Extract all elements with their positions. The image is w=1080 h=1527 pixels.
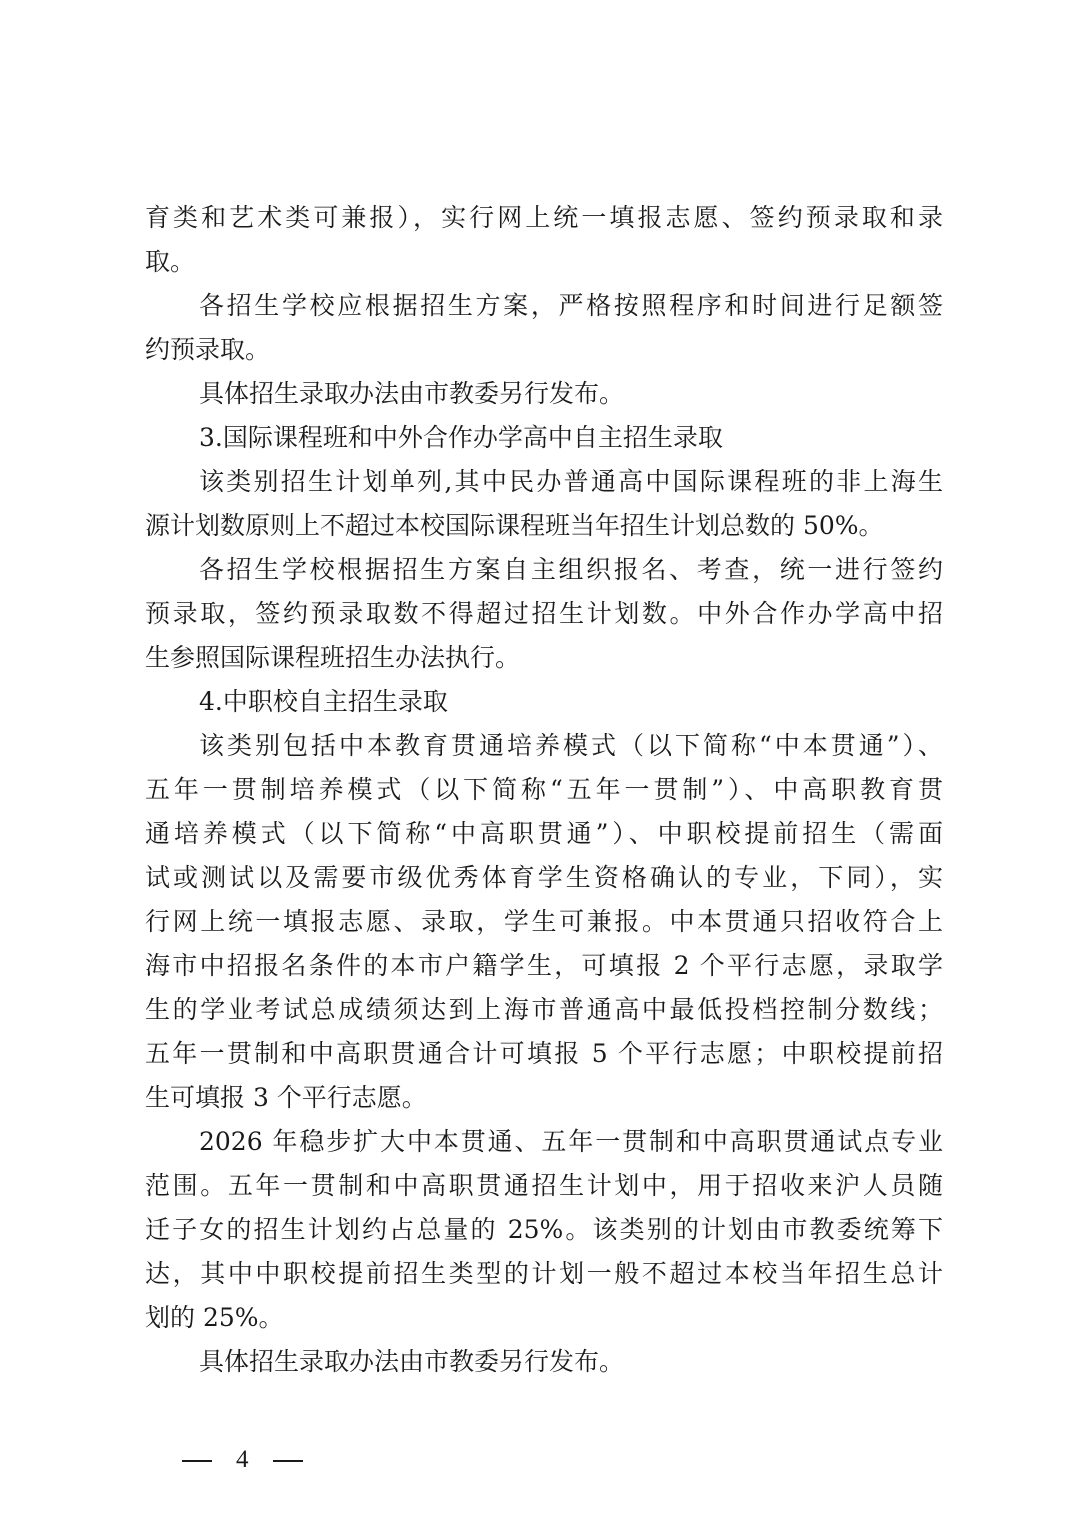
text-line: 五年一贯制和中高职贯通合计可填报 5 个平行志愿；中职校提前招 [145, 1039, 943, 1068]
text-line: 预录取，签约预录取数不得超过招生计划数。中外合作办学高中招 [145, 599, 943, 628]
text-line: 育类和艺术类可兼报），实行网上统一填报志愿、签约预录取和录 [145, 203, 943, 232]
page-number: 4 [236, 1446, 249, 1473]
section-heading: 4.中职校自主招生录取 [199, 687, 448, 716]
text-line: 迁子女的招生计划约占总量的 25%。该类别的计划由市教委统筹下 [145, 1215, 943, 1244]
text-line: 具体招生录取办法由市教委另行发布。 [199, 1347, 625, 1376]
document-body [145, 196, 943, 1384]
text-line: 生参照国际课程班招生办法执行。 [145, 643, 521, 672]
text-line: 范围。五年一贯制和中高职贯通招生计划中，用于招收来沪人员随 [145, 1171, 943, 1200]
text-line: 取。 [145, 247, 196, 276]
page-footer [182, 1440, 382, 1480]
text-line: 五年一贯制培养模式（以下简称“五年一贯制”）、中高职教育贯 [145, 775, 943, 804]
footer-dash-left [182, 1460, 212, 1462]
text-line: 试或测试以及需要市级优秀体育学生资格确认的专业，下同），实 [145, 863, 943, 892]
text-line: 通培养模式（以下简称“中高职贯通”）、中职校提前招生（需面 [145, 819, 943, 848]
text-line: 生的学业考试总成绩须达到上海市普通高中最低投档控制分数线； [145, 995, 943, 1024]
text-line: 各招生学校根据招生方案自主组织报名、考查，统一进行签约 [199, 555, 943, 584]
text-line: 划的 25%。 [145, 1303, 284, 1332]
text-line: 达，其中中职校提前招生类型的计划一般不超过本校当年招生总计 [145, 1259, 943, 1288]
text-line: 生可填报 3 个平行志愿。 [145, 1083, 427, 1112]
text-line: 具体招生录取办法由市教委另行发布。 [199, 379, 625, 408]
text-line: 该类别招生计划单列,其中民办普通高中国际课程班的非上海生 [199, 467, 943, 496]
text-line: 2026 年稳步扩大中本贯通、五年一贯制和中高职贯通试点专业 [199, 1127, 943, 1156]
text-line: 源计划数原则上不超过本校国际课程班当年招生计划总数的 50%。 [145, 511, 884, 540]
text-line: 海市中招报名条件的本市户籍学生，可填报 2 个平行志愿，录取学 [145, 951, 943, 980]
text-line: 各招生学校应根据招生方案，严格按照程序和时间进行足额签 [199, 291, 943, 320]
text-line: 行网上统一填报志愿、录取，学生可兼报。中本贯通只招收符合上 [145, 907, 943, 936]
text-line: 约预录取。 [145, 335, 271, 364]
section-heading: 3.国际课程班和中外合作办学高中自主招生录取 [199, 423, 723, 452]
footer-dash-right [273, 1460, 303, 1462]
text-line: 该类别包括中本教育贯通培养模式（以下简称“中本贯通”）、 [199, 731, 943, 760]
